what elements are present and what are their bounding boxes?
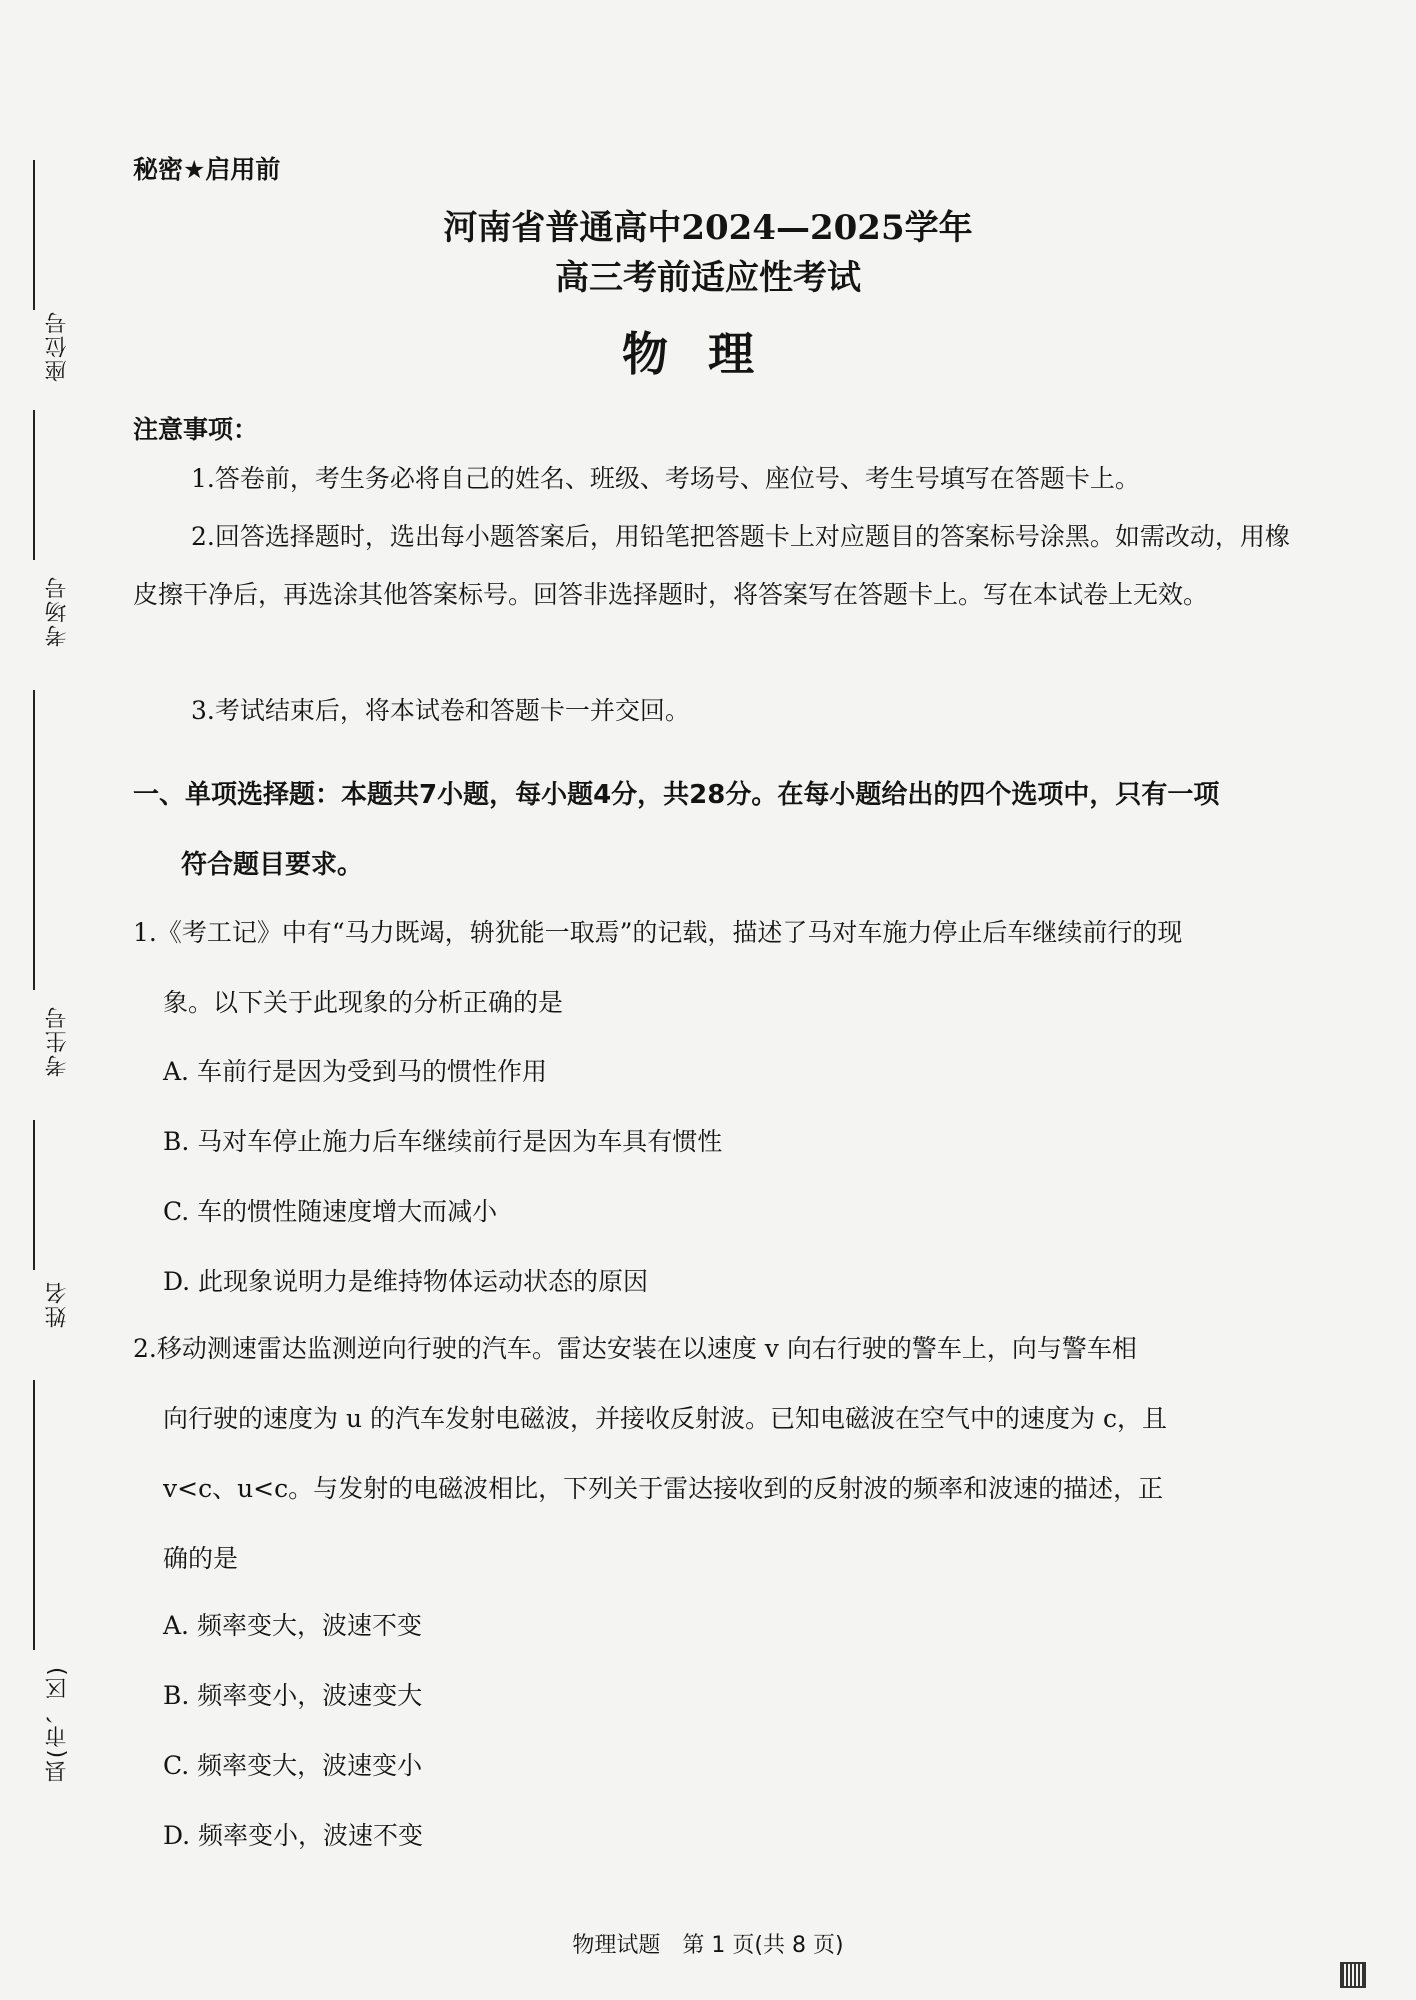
q2-option-d: D. 频率变小，波速不变 bbox=[163, 1821, 424, 1850]
q1-option-c: C. 车的惯性随速度增大而减小 bbox=[163, 1197, 498, 1226]
question-2 bbox=[133, 1314, 1313, 1594]
page-footer: 物理试题 第 1 页(共 8 页) bbox=[572, 1933, 844, 1958]
question-2-line2: 向行驶的速度为 u 的汽车发射电磁波，并接收反射波。已知电磁波在空气中的速度为 c，且 bbox=[163, 1404, 1167, 1433]
notice-item: 3.考试结束后，将本试卷和答题卡一并交回。 bbox=[191, 696, 690, 725]
q2-option-b: B. 频率变小，波速变大 bbox=[163, 1681, 423, 1710]
section-heading-line1: 一、单项选择题：本题共7小题，每小题4分，共28分。在每小题给出的四个选项中，只有一项 bbox=[133, 780, 1220, 810]
margin-line[interactable] bbox=[33, 410, 35, 560]
q2-option-a: A. 频率变大，波速不变 bbox=[163, 1611, 422, 1640]
exam-title-line2: 高三考前适应性考试 bbox=[555, 258, 861, 298]
notice-item: 1.答卷前，考生务必将自己的姓名、班级、考场号、座位号、考生号填写在答题卡上。 bbox=[191, 464, 1140, 493]
student-number-label: 考生号 bbox=[45, 1005, 70, 1077]
margin-line[interactable] bbox=[33, 1380, 35, 1650]
question-1-line1: 1.《考工记》中有“马力既竭，辀犹能一取焉”的记载，描述了马对车施力停止后车继续前行的现 bbox=[133, 918, 1183, 947]
question-2-line3: v<c、u<c。与发射的电磁波相比，下列关于雷达接收到的反射波的频率和波速的描述，正 bbox=[163, 1474, 1164, 1503]
margin-line[interactable] bbox=[33, 1120, 35, 1270]
question-1 bbox=[133, 898, 1313, 1038]
q1-option-b: B. 马对车停止施力后车继续前行是因为车具有惯性 bbox=[163, 1127, 723, 1156]
exam-room-label: 考场号 bbox=[45, 575, 70, 647]
question-2-line1: 2.移动测速雷达监测逆向行驶的汽车。雷达安装在以速度 v 向右行驶的警车上，向与警车相 bbox=[133, 1334, 1137, 1363]
subject-title: 物理 bbox=[622, 327, 794, 381]
q1-option-d: D. 此现象说明力是维持物体运动状态的原因 bbox=[163, 1267, 649, 1296]
q1-option-a: A. 车前行是因为受到马的惯性作用 bbox=[163, 1057, 547, 1086]
name-label: 姓名 bbox=[45, 1280, 70, 1328]
binding-margin bbox=[0, 0, 120, 2000]
county-label: 县(市、区) bbox=[45, 1665, 70, 1783]
notice-item: 2.回答选择题时，选出每小题答案后，用铅笔把答题卡上对应题目的答案标号涂黑。如需改动，用橡皮擦干净后，再选涂其他答案标号。回答非选择题时，将答案写在答题卡上。写在本试卷上无效。 bbox=[133, 522, 1290, 609]
question-2-line4: 确的是 bbox=[163, 1544, 239, 1573]
section-heading bbox=[133, 760, 1313, 900]
exam-title-line1: 河南省普通高中2024—2025学年 bbox=[443, 208, 973, 248]
confidential-mark: 秘密★启用前 bbox=[133, 155, 281, 184]
section-heading-line2: 符合题目要求。 bbox=[181, 850, 364, 880]
notice-heading: 注意事项： bbox=[133, 415, 259, 444]
question-1-line2: 象。以下关于此现象的分析正确的是 bbox=[163, 988, 564, 1017]
q2-option-c: C. 频率变大，波速变小 bbox=[163, 1751, 423, 1780]
seat-number-label: 座位号 bbox=[45, 310, 70, 382]
qr-code-icon bbox=[1340, 1962, 1366, 1988]
margin-line[interactable] bbox=[33, 690, 35, 990]
